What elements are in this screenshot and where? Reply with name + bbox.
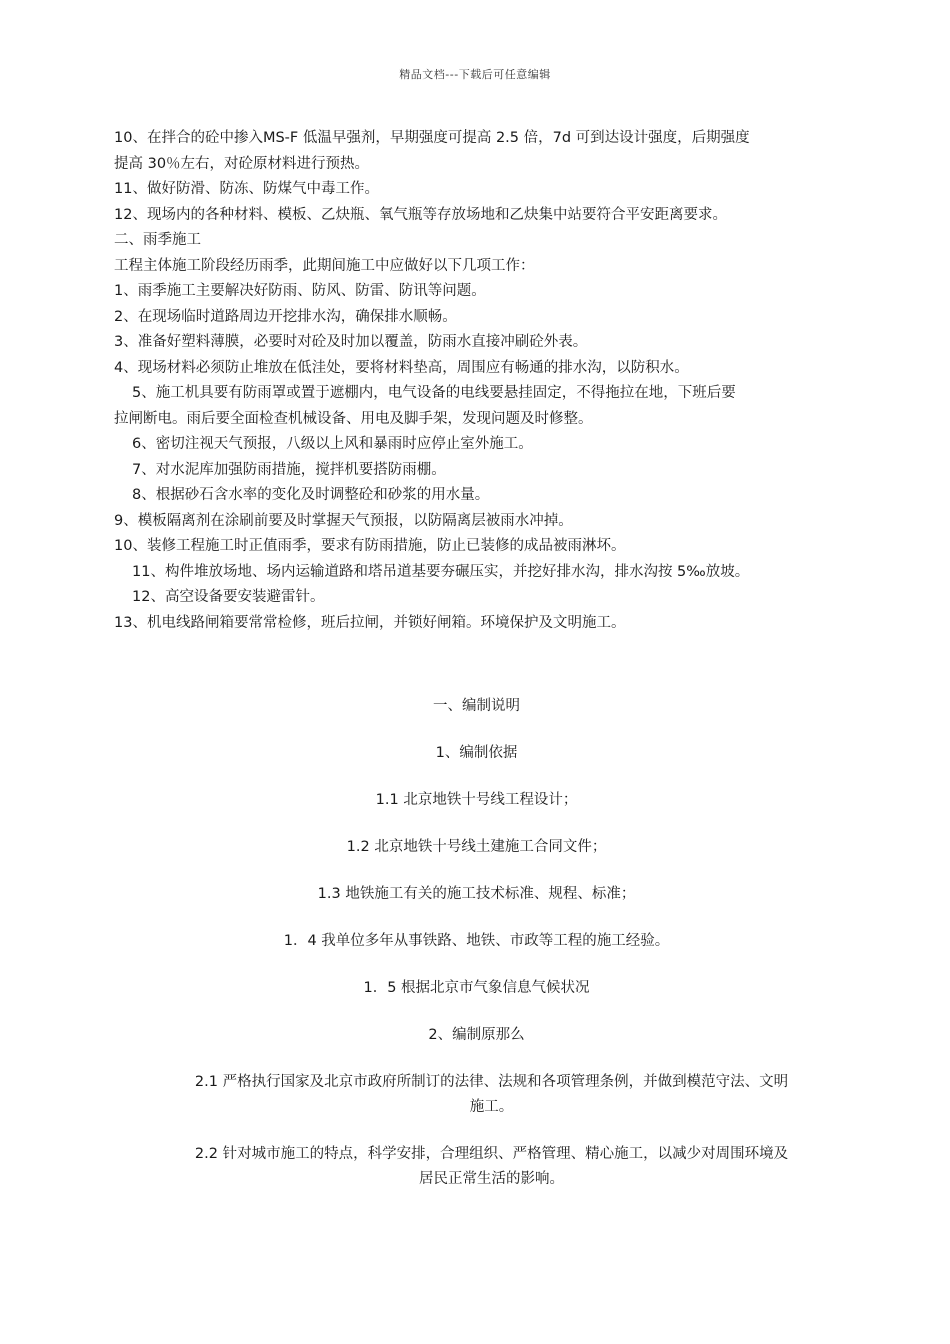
text-line: 7、对水泥库加强防雨措施，搅拌机要搭防雨棚。 [132,461,446,478]
text-line: 11、构件堆放场地、场内运输道路和塔吊道基要夯碾压实，并挖好排水沟，排水沟按 5‰放坡。 [132,563,750,580]
principle-item [114,1070,839,1120]
text-line: 9、模板隔离剂在涂刷前要及时掌握天气预报，以防隔离层被雨水冲掉。 [114,512,573,529]
basis-item: 1.2 北京地铁十号线土建施工合同文件； [346,839,607,855]
section-heading-rainy-season: 二、雨季施工 [114,232,201,248]
text-line: 工程主体施工阶段经历雨季，此期间施工中应做好以下几项工作： [114,257,535,274]
basis-item: 1.1 北京地铁十号线工程设计； [375,792,578,808]
principle-line: 2.2 针对城市施工的特点，科学安排，合理组织、严格管理、精心施工，以减少对周围环境及 [194,1146,789,1162]
basis-item: 1．4 我单位多年从事铁路、地铁、市政等工程的施工经验。 [283,933,670,949]
text-line: 13、机电线路闸箱要常常检修，班后拉闸，并锁好闸箱。环境保护及文明施工。 [114,614,626,631]
principle-item [114,1142,839,1192]
principle-line: 施工。 [469,1099,514,1115]
text-line: 3、准备好塑料薄膜，必要时对砼及时加以覆盖，防雨水直接冲刷砼外表。 [114,334,588,350]
basis-item: 1.3 地铁施工有关的施工技术标准、规程、标准； [317,886,636,902]
subsection-title: 1、编制依据 [435,745,518,761]
text-line: 10、在拌合的砼中掺入MS-F 低温早强剂，早期强度可提高 2.5 倍，7d 可到达设计强度，后期强度 [114,130,750,146]
text-line: 提高 30％左右，对砼原材料进行预热。 [114,155,370,172]
principle-line: 居民正常生活的影响。 [419,1171,564,1187]
text-line: 10、装修工程施工时正值雨季，要求有防雨措施，防止已装修的成品被雨淋坏。 [114,538,626,554]
text-line: 5、施工机具要有防雨罩或置于遮棚内，电气设备的电线要悬挂固定，不得拖拉在地，下班后要 [132,385,736,401]
text-line: 拉闸断电。雨后要全面检查机械设备、用电及脚手架，发现问题及时修整。 [114,410,593,427]
bottom-section [114,694,839,1214]
text-line: 2、在现场临时道路周边开挖排水沟，确保排水顺畅。 [114,308,457,325]
basis-item: 1．5 根据北京市气象信息气候状况 [363,980,590,996]
section-title: 一、编制说明 [433,698,520,714]
subsection-title: 2、编制原那么 [428,1027,525,1043]
principle-line: 2.1 严格执行国家及北京市政府所制订的法律、法规和各项管理条例，并做到模范守法、文明 [194,1074,789,1090]
text-line: 4、现场材料必须防止堆放在低洼处，要将材料垫高，周围应有畅通的排水沟，以防积水。 [114,359,689,376]
text-line: 6、密切注视天气预报，八级以上风和暴雨时应停止室外施工。 [132,436,533,452]
top-section [114,126,839,636]
text-line: 11、做好防滑、防冻、防煤气中毒工作。 [114,181,379,197]
page-header: 精品文档---下载后可任意编辑 [399,68,551,81]
text-line: 12、高空设备要安装避雷针。 [132,589,325,605]
text-line: 12、现场内的各种材料、模板、乙炔瓶、氧气瓶等存放场地和乙炔集中站要符合平安距离要求。 [114,206,727,223]
text-line: 1、雨季施工主要解决好防雨、防风、防雷、防讯等问题。 [114,283,486,299]
text-line: 8、根据砂石含水率的变化及时调整砼和砂浆的用水量。 [132,487,490,503]
